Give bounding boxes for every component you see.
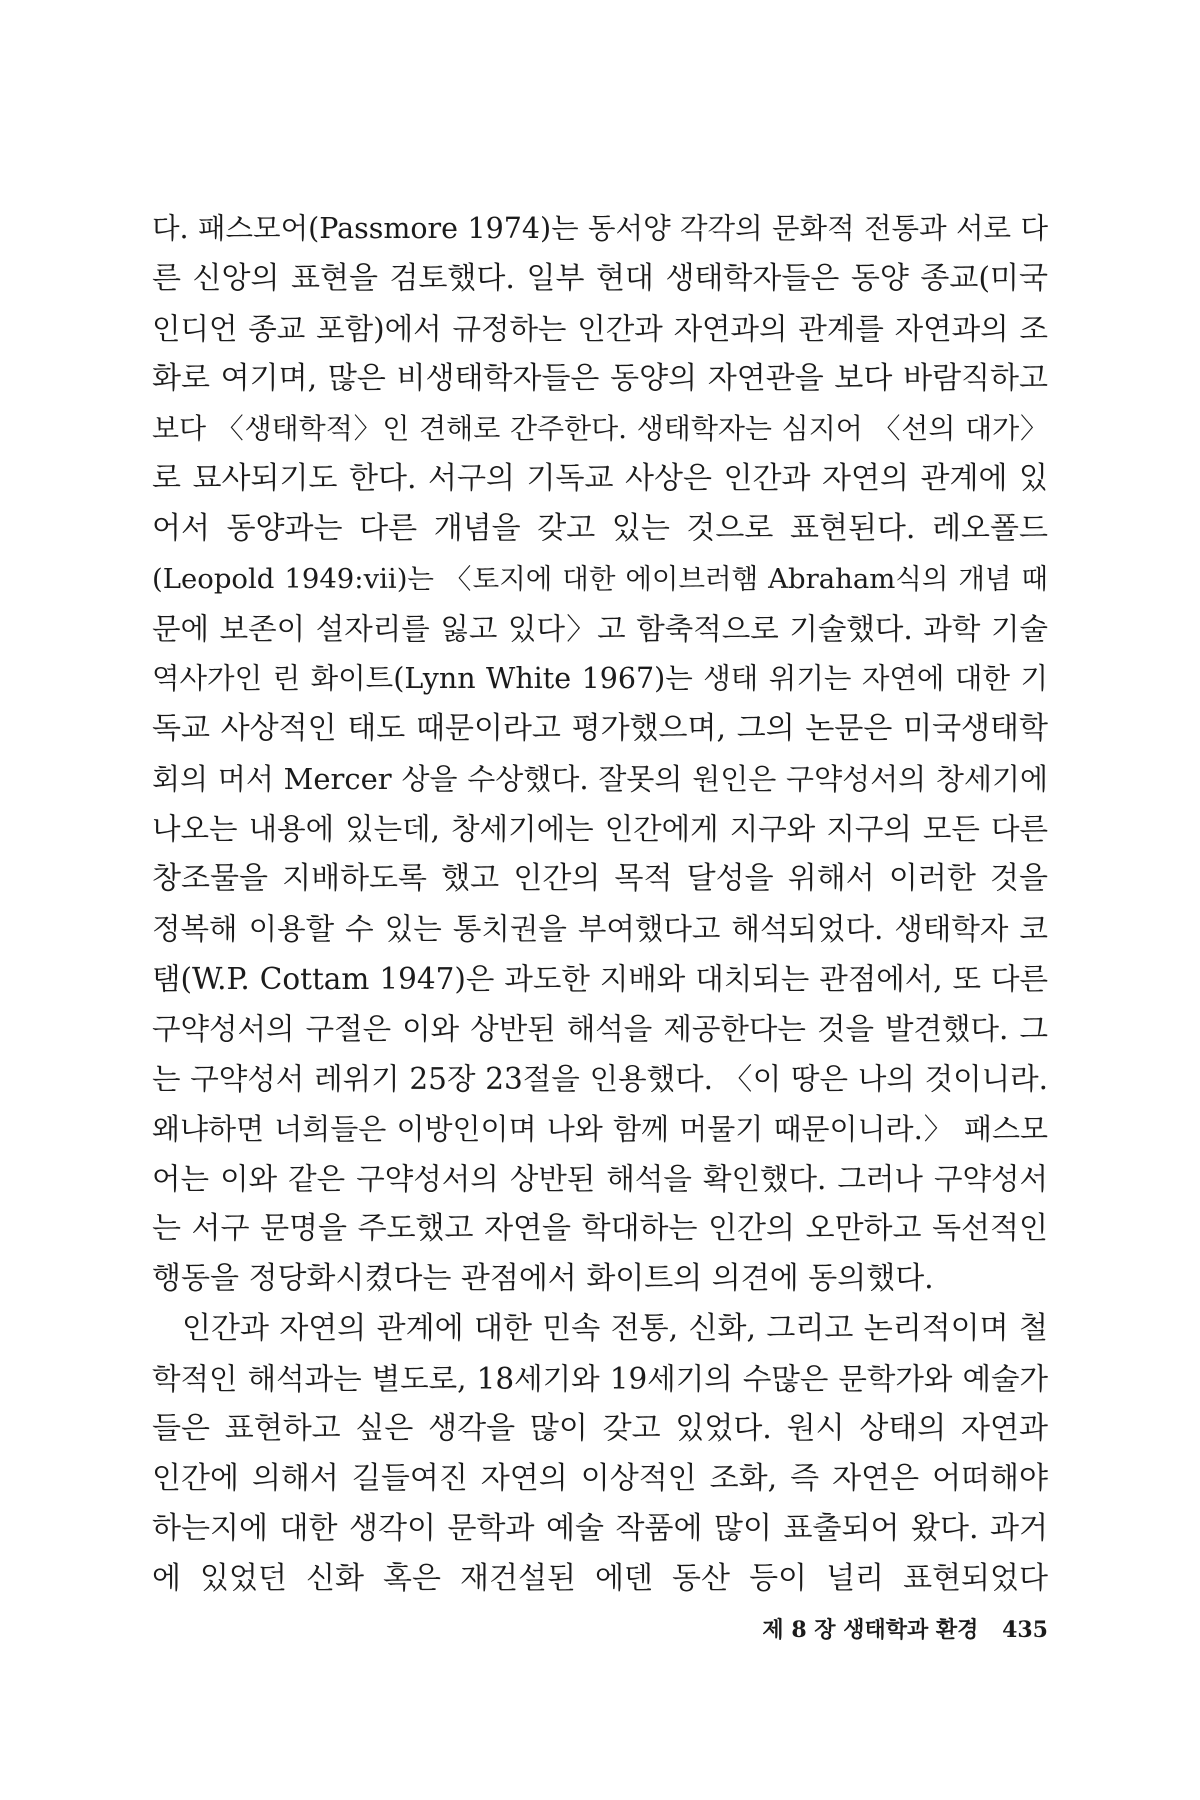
text-line: 구약성서의 구절은 이와 상반된 해석을 제공한다는 것을 발견했다. 그 — [152, 1012, 1048, 1046]
paragraph-start-line: 인간과 자연의 관계에 대한 민속 전통, 신화, 그리고 논리적이며 철 — [182, 1311, 1048, 1346]
text-line: 어서 동양과는 다른 개념을 갖고 있는 것으로 표현된다. 레오폴드 — [152, 511, 1048, 546]
text-line: 인간에 의해서 길들여진 자연의 이상적인 조화, 즉 자연은 어떠해야 — [152, 1461, 1048, 1496]
page-footer — [762, 1613, 1048, 1644]
text-line: 에 있었던 신화 혹은 재건설된 에덴 동산 등이 널리 표현되었다 — [152, 1561, 1048, 1596]
text-line: 나오는 내용에 있는데, 창세기에는 인간에게 지구와 지구의 모든 다른 — [152, 812, 1048, 846]
text-line: 역사가인 린 화이트(Lynn White 1967)는 생태 위기는 자연에 대한 기 — [152, 662, 1048, 695]
text-line: 회의 머서 Mercer 상을 수상했다. 잘못의 원인은 구약성서의 창세기에 — [152, 762, 1048, 796]
body-text — [152, 204, 1048, 1604]
text-line: 학적인 해석과는 별도로, 18세기와 19세기의 수많은 문학가와 예술가 — [152, 1362, 1048, 1396]
text-line: 하는지에 대한 생각이 문학과 예술 작품에 많이 표출되어 왔다. 과거 — [152, 1511, 1048, 1546]
text-line: (Leopold 1949:vii)는 〈토지에 대한 에이브러햄 Abraham식의 개념 때 — [152, 563, 1048, 595]
chapter-title: 제 8 장 생태학과 환경 — [762, 1617, 979, 1643]
text-line: 는 서구 문명을 주도했고 자연을 학대하는 인간의 오만하고 독선적인 — [152, 1211, 1048, 1246]
text-line: 탬(W.P. Cottam 1947)은 과도한 지배와 대치되는 관점에서, 또 다른 — [152, 962, 1048, 996]
text-line: 로 묘사되기도 한다. 서구의 기독교 사상은 인간과 자연의 관계에 있 — [152, 461, 1048, 496]
text-line: 독교 사상적인 태도 때문이라고 평가했으며, 그의 논문은 미국생태학 — [152, 711, 1048, 746]
text-line: 인디언 종교 포함)에서 규정하는 인간과 자연과의 관계를 자연과의 조 — [152, 312, 1048, 346]
text-line: 창조물을 지배하도록 했고 인간의 목적 달성을 위해서 이러한 것을 — [152, 861, 1048, 896]
text-line: 는 구약성서 레위기 25장 23절을 인용했다. 〈이 땅은 나의 것이니라. — [152, 1062, 1048, 1096]
text-line: 른 신앙의 표현을 검토했다. 일부 현대 생태학자들은 동양 종교(미국 — [152, 261, 1048, 296]
text-line: 보다 〈생태학적〉인 견해로 간주한다. 생태학자는 심지어 〈선의 대가〉 — [152, 412, 1048, 445]
text-line: 다. 패스모어(Passmore 1974)는 동서양 각각의 문화적 전통과 서로 다 — [152, 212, 1048, 245]
paragraph-end-line: 행동을 정당화시켰다는 관점에서 화이트의 의견에 동의했다. — [152, 1261, 934, 1296]
text-line: 화로 여기며, 많은 비생태학자들은 동양의 자연관을 보다 바람직하고 — [152, 361, 1048, 396]
page-number: 435 — [1002, 1617, 1048, 1643]
text-line: 정복해 이용할 수 있는 통치권을 부여했다고 해석되었다. 생태학자 코 — [152, 912, 1048, 946]
text-line: 들은 표현하고 싶은 생각을 많이 갖고 있었다. 원시 상태의 자연과 — [152, 1411, 1048, 1446]
text-line: 어는 이와 같은 구약성서의 상반된 해석을 확인했다. 그러나 구약성서 — [152, 1162, 1048, 1196]
text-line: 왜냐하면 너희들은 이방인이며 나와 함께 머물기 때문이니라.〉 패스모 — [152, 1112, 1048, 1146]
text-line: 문에 보존이 설자리를 잃고 있다〉고 함축적으로 기술했다. 과학 기술 — [152, 612, 1048, 646]
